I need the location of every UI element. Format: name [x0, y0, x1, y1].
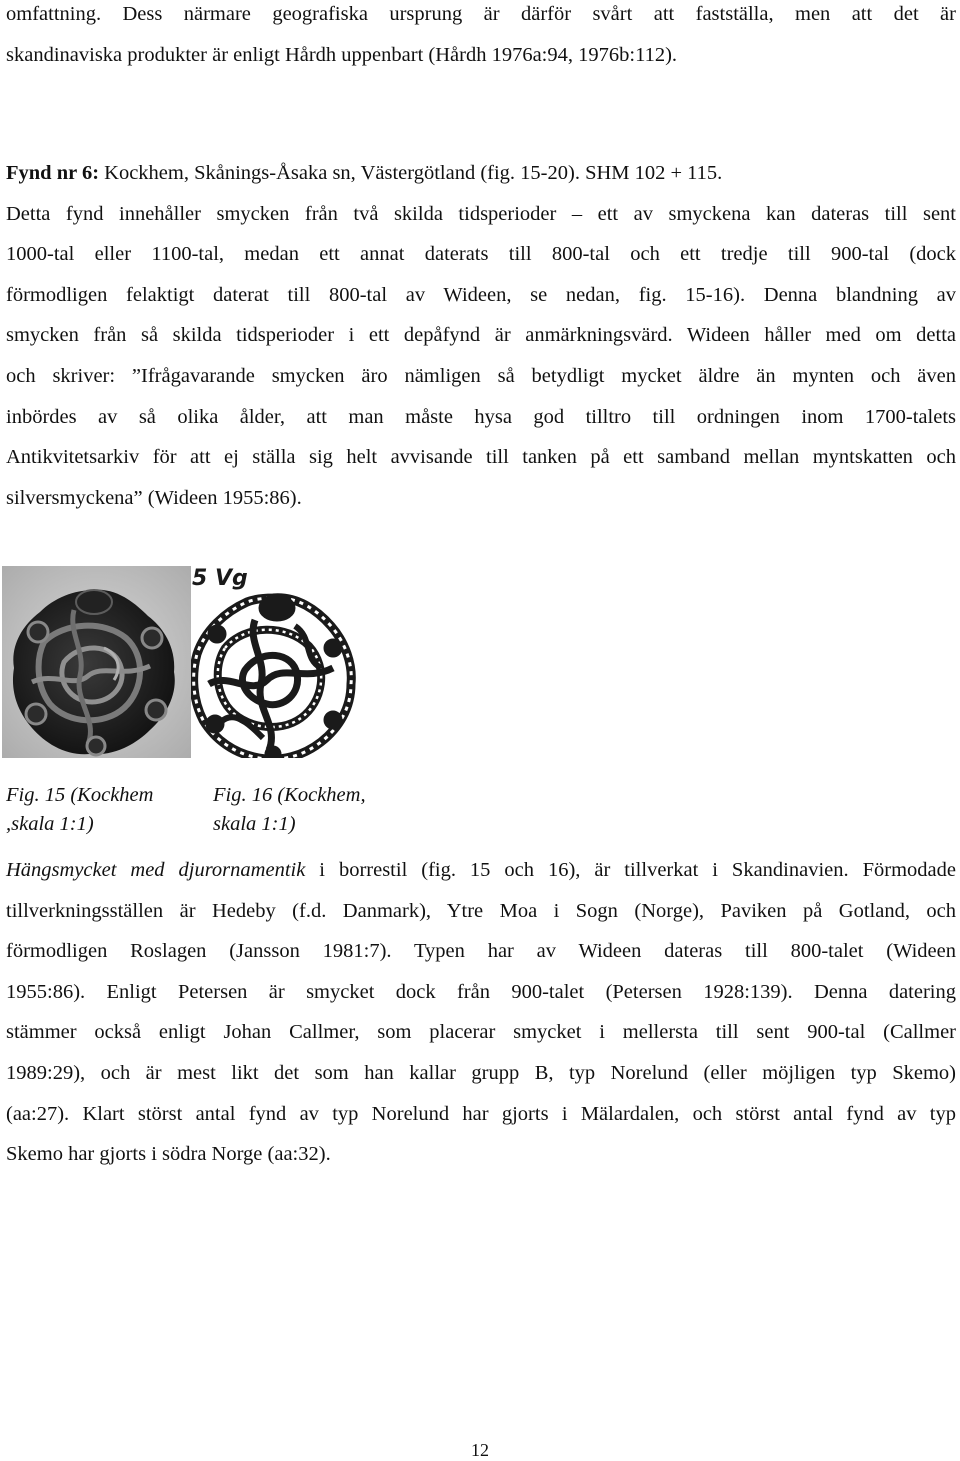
- pendant-photo-fig15: [2, 566, 192, 758]
- text-line: Detta fynd innehåller smycken från två skilda tidsperioder – ett av smyckena kan dateras till sent: [6, 202, 956, 225]
- text-line: inbördes av så olika ålder, att man måste hysa god tilltro till ordningen inom 1700-talets: [6, 405, 956, 428]
- text-line: [6, 153, 956, 194]
- caption-line: Fig. 16 (Kockhem,: [213, 784, 366, 806]
- caption-line: ,skala 1:1): [6, 813, 94, 835]
- text-line: skandinaviska produkter är enligt Hårdh uppenbart (Hårdh 1976a:94, 1976b:112).: [6, 43, 678, 66]
- text-line: (aa:27). Klart störst antal fynd av typ Norelund har gjorts i Mälardalen, och störst antal fynd av typ: [6, 1102, 956, 1125]
- text-line: Skemo har gjorts i södra Norge (aa:32).: [6, 1143, 331, 1166]
- figure-inscription: 5 Vg: [192, 566, 248, 591]
- paragraph-pendant: [6, 850, 956, 1175]
- caption-line: skala 1:1): [213, 813, 296, 835]
- caption-line: Fig. 15 (Kockhem: [6, 784, 154, 806]
- text-line: 1989:29), och är mest likt det som han kallar grupp B, typ Norelund (eller möjligen typ Skemo): [6, 1061, 956, 1084]
- pendant-drawing-fig16: [191, 566, 381, 758]
- text-line: Antikvitetsarkiv för att ej ställa sig helt avvisande till tanken på ett samband mellan myntskatten och: [6, 446, 956, 469]
- caption-fig15: [6, 781, 153, 839]
- paragraph-intro: [6, 0, 956, 75]
- text-line: 1000-tal eller 1100-tal, medan ett annat daterats till 800-tal och ett tredje till 900-tal (dock: [6, 243, 956, 266]
- caption-fig16: [213, 781, 366, 839]
- text-line: tillverkningsställen är Hedeby (f.d. Danmark), Ytre Moa i Sogn (Norge), Paviken på Gotland, och: [6, 899, 956, 922]
- text-line: förmodligen Roslagen (Jansson 1981:7). Typen har av Wideen dateras till 800-talet (Wideen: [6, 940, 956, 963]
- paragraph-fynd-6: [6, 153, 956, 518]
- text-run: i borrestil (fig. 15 och 16), är tillverkat i Skandinavien. Förmodade: [305, 859, 956, 881]
- find-heading-rest: Kockhem, Skånings-Åsaka sn, Västergötland (fig. 15-20). SHM 102 + 115.: [99, 162, 723, 184]
- text-line: [6, 850, 956, 891]
- text-line: och skriver: ”Ifrågavarande smycken äro nämligen så betydligt mycket äldre än mynten och även: [6, 364, 956, 387]
- text-line: smycken från så skilda tidsperioder i ett depåfynd är anmärkningsvärd. Wideen håller med om detta: [6, 324, 956, 347]
- page-number: 12: [471, 1440, 489, 1460]
- text-line: 1955:86). Enligt Petersen är smycket dock från 900-talet (Petersen 1928:139). Denna datering: [6, 980, 956, 1003]
- italic-term: Hängsmycket med djurornamentik: [6, 859, 306, 881]
- text-line: silversmyckena” (Wideen 1955:86).: [6, 486, 302, 509]
- text-line: stämmer också enligt Johan Callmer, som placerar smycket i mellersta till sent 900-tal (Callmer: [6, 1021, 956, 1044]
- text-line: förmodligen felaktigt daterat till 800-tal av Wideen, se nedan, fig. 15-16). Denna blandning av: [6, 283, 956, 306]
- text-line: omfattning. Dess närmare geografiska ursprung är därför svårt att fastställa, men att det är: [6, 3, 956, 25]
- find-heading: Fynd nr 6:: [6, 162, 100, 184]
